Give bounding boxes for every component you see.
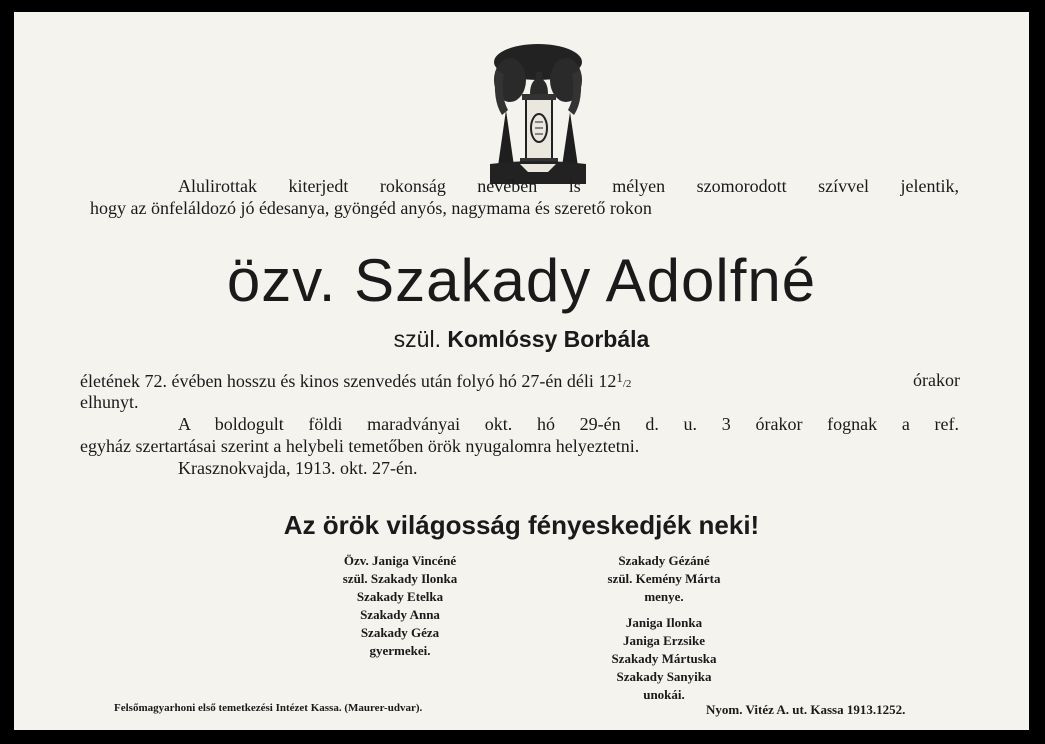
body-line-1-end: órakor [913,370,960,390]
mourner: Szakady Anna [360,607,440,622]
body-line-3: A boldogult földi maradványai okt. hó 29-én d. u. 3 órakor fognak a ref. [178,414,959,434]
body-line-2: elhunyt. [80,392,139,412]
relation-label: menye. [644,589,684,604]
maiden-prefix: szül. [393,326,441,352]
footer-undertaker: Felsőmagyarhoni első temetkezési Intézet Kassa. (Maurer-udvar). [114,702,423,714]
relation-label: unokái. [643,687,685,702]
mourner: Szakady Mártuska [611,651,717,666]
mourning-notice [14,12,1029,730]
memorial-urn-emblem [490,40,586,184]
mourner: Janiga Erzsike [623,633,705,648]
intro-line-2: hogy az önfeláldozó jó édesanya, gyöngéd anyós, nagymama és szerető rokon [90,198,652,218]
relation-label: gyermekei. [369,643,431,658]
body-line-1-text: életének 72. évében hosszu és kinos szenvedés után folyó hó 27-én déli $12^1/2$ [80,370,632,391]
mourners-left [300,552,500,660]
mourner: Szakady Géza [360,625,440,640]
mourner: szül. Szakady Ilonka [342,571,458,586]
maiden-name [14,326,1029,353]
intro-line-1: Alulirottak kiterjedt rokonság nevében is mélyen szomorodott szívvel jelentik, [178,176,959,196]
mourner: Janiga Ilonka [625,615,703,630]
motto: Az örök világosság fényeskedjék neki! [283,510,760,540]
body-line-4: egyház szertartásai szerint a helybeli temetőben örök nyugalomra helyeztetni. [80,436,640,456]
mourner: Szakady Sanyika [616,669,712,684]
fraction-denominator: 2 [625,378,632,390]
deceased-name: özv. Szakady Adolfné [226,247,817,314]
maiden-surname: Komlóssy Borbála [447,326,650,352]
fraction-numerator: 1 [616,370,623,385]
body-line-1 [80,370,960,392]
mourner: szül. Kemény Márta [607,571,721,586]
mourner: Szakady Etelka [356,589,444,604]
mourners-right [564,552,764,704]
place-date: Krasznokvajda, 1913. okt. 27-én. [178,458,418,478]
mourner: Szakady Gézáné [618,553,710,568]
mourner: Özv. Janiga Vincéné [343,553,457,568]
footer-printer: Nyom. Vitéz A. ut. Kassa 1913.1252. [706,702,906,717]
